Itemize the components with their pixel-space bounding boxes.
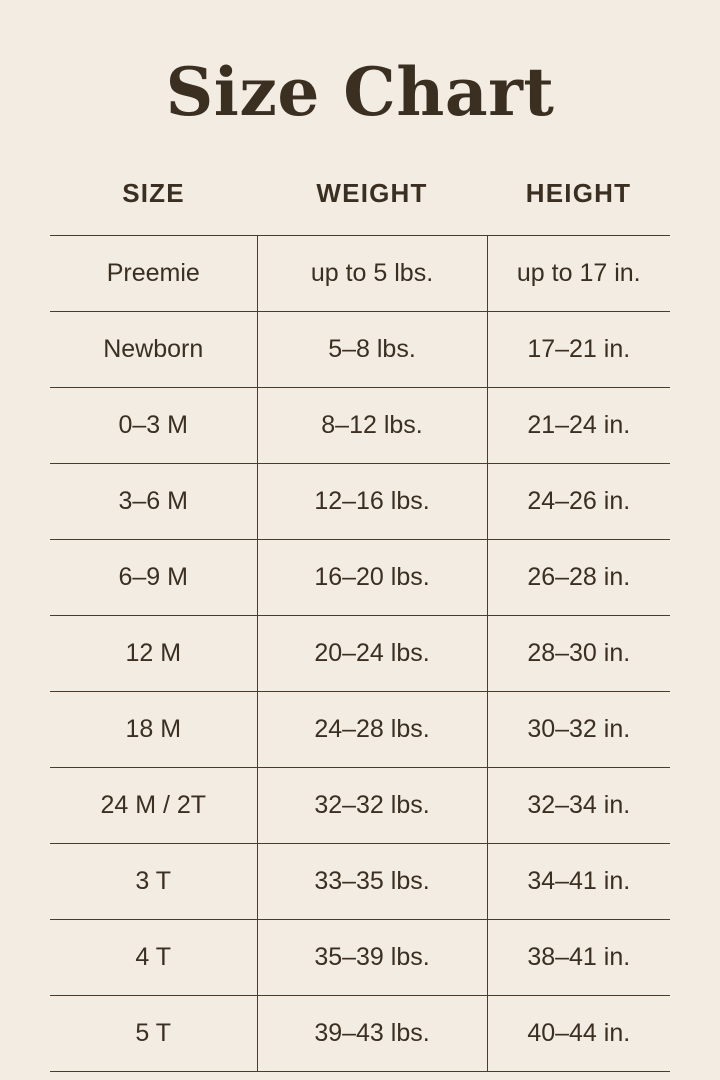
page-title: Size Chart xyxy=(165,53,555,131)
table-row xyxy=(50,844,670,920)
cell-weight: 32–32 lbs. xyxy=(257,768,487,844)
cell-height: 40–44 in. xyxy=(487,996,670,1072)
table-row xyxy=(50,388,670,464)
table-body xyxy=(50,236,670,1072)
cell-size: 4 T xyxy=(50,920,257,996)
cell-weight: 39–43 lbs. xyxy=(257,996,487,1072)
size-chart-table xyxy=(50,177,670,1072)
cell-size: 18 M xyxy=(50,692,257,768)
cell-weight: 24–28 lbs. xyxy=(257,692,487,768)
cell-size: 5 T xyxy=(50,996,257,1072)
table-row xyxy=(50,692,670,768)
table-row xyxy=(50,236,670,312)
cell-size: 12 M xyxy=(50,616,257,692)
cell-height: 17–21 in. xyxy=(487,312,670,388)
cell-weight: 12–16 lbs. xyxy=(257,464,487,540)
cell-size: Preemie xyxy=(50,236,257,312)
cell-weight: up to 5 lbs. xyxy=(257,236,487,312)
cell-size: Newborn xyxy=(50,312,257,388)
table-row xyxy=(50,920,670,996)
cell-height: 32–34 in. xyxy=(487,768,670,844)
cell-height: 34–41 in. xyxy=(487,844,670,920)
cell-weight: 8–12 lbs. xyxy=(257,388,487,464)
column-header-height: HEIGHT xyxy=(525,178,632,209)
cell-height: 28–30 in. xyxy=(487,616,670,692)
cell-height: 26–28 in. xyxy=(487,540,670,616)
column-header-size: SIZE xyxy=(122,178,185,209)
cell-size: 24 M / 2T xyxy=(50,768,257,844)
table-header xyxy=(50,177,670,236)
cell-size: 3 T xyxy=(50,844,257,920)
column-header-weight: WEIGHT xyxy=(316,178,428,209)
cell-height: 38–41 in. xyxy=(487,920,670,996)
table-row xyxy=(50,768,670,844)
cell-weight: 35–39 lbs. xyxy=(257,920,487,996)
cell-height: 21–24 in. xyxy=(487,388,670,464)
table-row xyxy=(50,540,670,616)
cell-size: 0–3 M xyxy=(50,388,257,464)
cell-height: 24–26 in. xyxy=(487,464,670,540)
cell-height: 30–32 in. xyxy=(487,692,670,768)
cell-weight: 5–8 lbs. xyxy=(257,312,487,388)
table-row xyxy=(50,996,670,1072)
cell-height: up to 17 in. xyxy=(487,236,670,312)
cell-weight: 20–24 lbs. xyxy=(257,616,487,692)
table-row xyxy=(50,312,670,388)
table-header-row xyxy=(50,177,670,236)
cell-weight: 33–35 lbs. xyxy=(257,844,487,920)
table-row xyxy=(50,616,670,692)
cell-weight: 16–20 lbs. xyxy=(257,540,487,616)
cell-size: 6–9 M xyxy=(50,540,257,616)
cell-size: 3–6 M xyxy=(50,464,257,540)
table-row xyxy=(50,464,670,540)
